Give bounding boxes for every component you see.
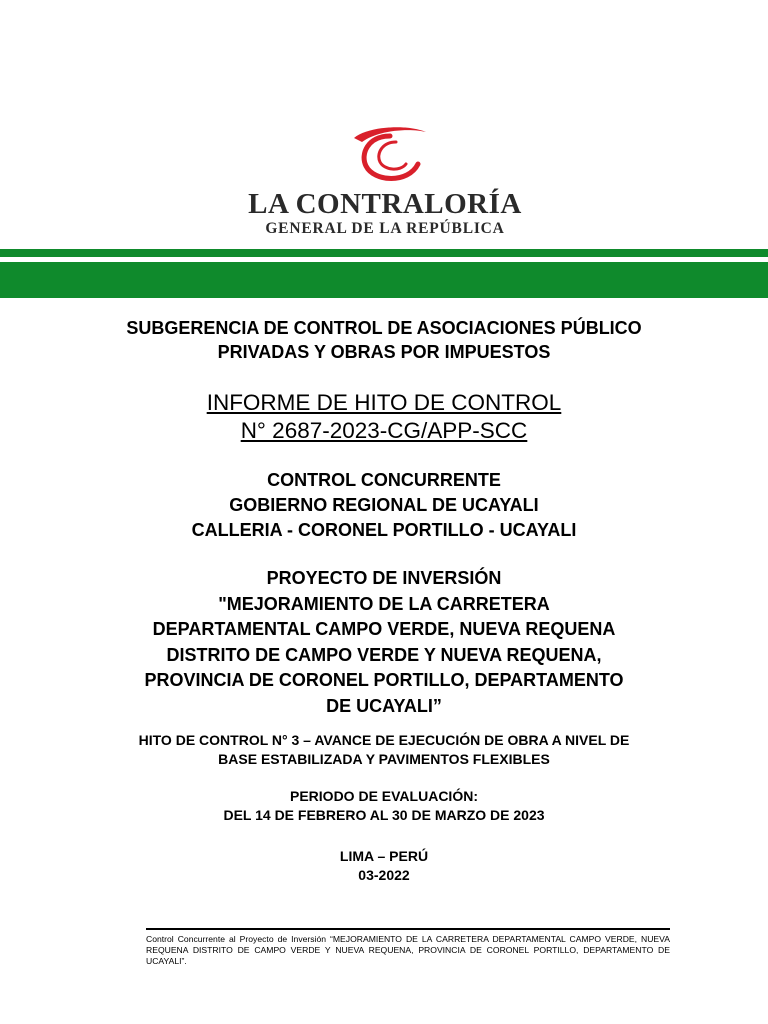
proyecto-line: DISTRITO DE CAMPO VERDE Y NUEVA REQUENA,	[166, 644, 602, 665]
footer-note: Control Concurrente al Proyecto de Inversión “MEJORAMIENTO DE LA CARRETERA DEPARTAMENTAL CAMPO VERDE, NUEVA REQUENA DISTRITO DE CAMPO VERDE Y NUEVA REQUENA, PROVINCIA DE CORONEL PORTILLO, DEPARTAMENTO DE UCAYALI”.	[146, 934, 670, 966]
lugar-fecha	[0, 847, 768, 884]
control-line: CALLERIA - CORONEL PORTILLO - UCAYALI	[191, 520, 577, 540]
informe-number: N° 2687-2023-CG/APP-SCC	[240, 418, 528, 443]
control-line: CONTROL CONCURRENTE	[267, 470, 501, 490]
green-band-thin	[0, 249, 768, 257]
subgerencia-heading	[0, 316, 768, 364]
hito-line: HITO DE CONTROL N° 3 – AVANCE DE EJECUCIÓN DE OBRA A NIVEL DE	[138, 732, 630, 748]
fecha: 03-2022	[358, 866, 410, 883]
periodo-heading	[0, 787, 768, 825]
logo-subtitle: GENERAL DE LA REPÚBLICA	[265, 220, 505, 237]
control-heading	[0, 468, 768, 543]
footer-rule	[146, 928, 670, 930]
hito-line: BASE ESTABILIZADA Y PAVIMENTOS FLEXIBLES	[218, 750, 550, 767]
logo-title: LA CONTRALORÍA	[248, 188, 522, 220]
lugar: LIMA – PERÚ	[339, 848, 429, 864]
periodo-label: PERIODO DE EVALUACIÓN:	[290, 788, 478, 804]
proyecto-line: "MEJORAMIENTO DE LA CARRETERA	[218, 593, 550, 614]
contraloria-emblem-icon	[350, 124, 430, 186]
hito-heading	[0, 731, 768, 768]
control-line: GOBIERNO REGIONAL DE UCAYALI	[229, 495, 539, 515]
informe-title	[0, 389, 768, 445]
proyecto-heading	[0, 566, 768, 719]
subgerencia-line: SUBGERENCIA DE CONTROL DE ASOCIACIONES PÚBLICO	[126, 318, 642, 338]
proyecto-line: DEPARTAMENTAL CAMPO VERDE, NUEVA REQUENA	[152, 619, 616, 639]
periodo-range: DEL 14 DE FEBRERO AL 30 DE MARZO DE 2023	[223, 807, 545, 823]
informe-title-line: INFORME DE HITO DE CONTROL	[206, 390, 562, 415]
proyecto-line: PROYECTO DE INVERSIÓN	[266, 568, 502, 588]
contraloria-logo	[230, 118, 540, 248]
proyecto-line: DE UCAYALI”	[326, 695, 442, 716]
proyecto-line: PROVINCIA DE CORONEL PORTILLO, DEPARTAMENTO	[144, 670, 624, 690]
subgerencia-line: PRIVADAS Y OBRAS POR IMPUESTOS	[217, 342, 551, 362]
green-band-thick	[0, 262, 768, 298]
